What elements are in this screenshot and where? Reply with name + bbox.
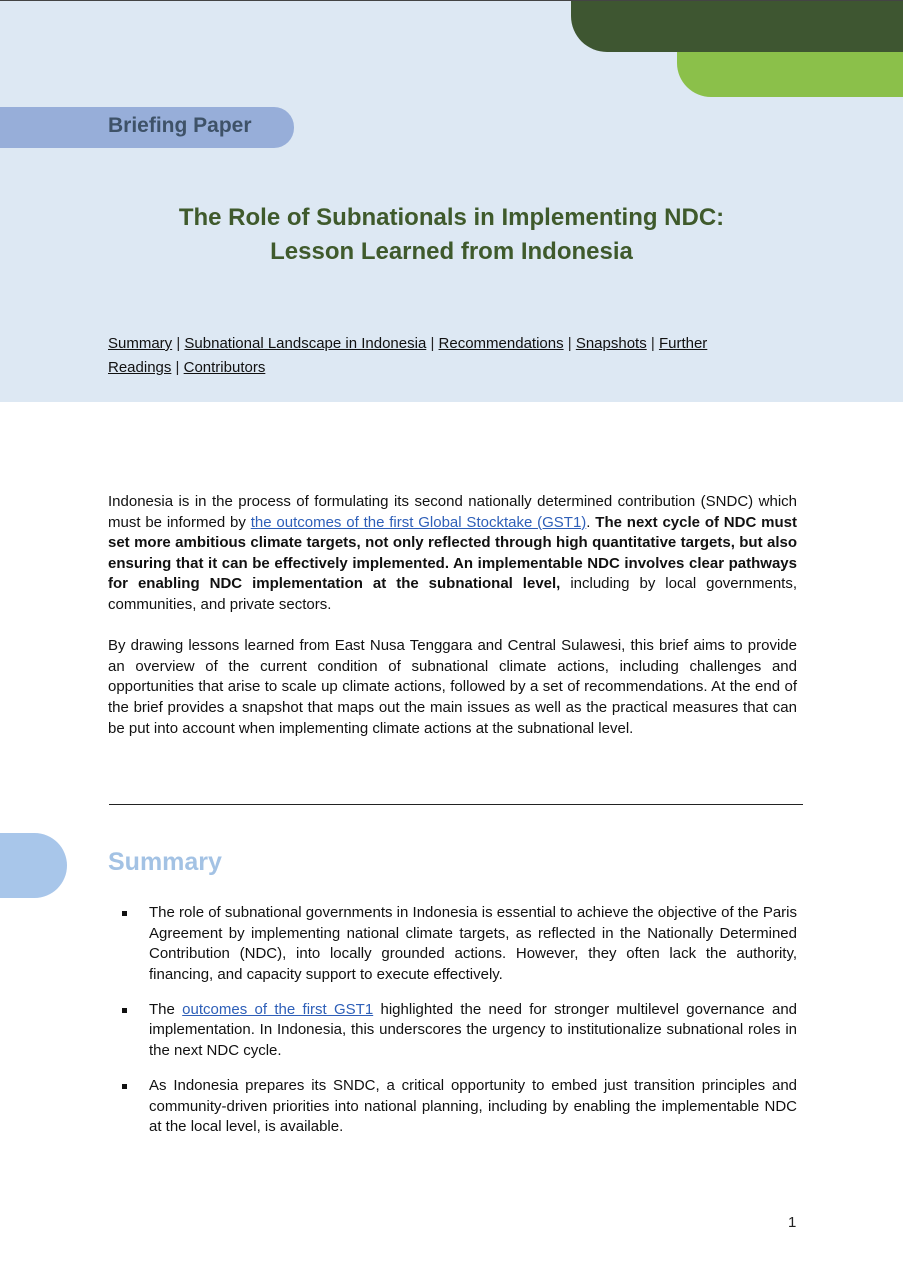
page-title bbox=[60, 201, 843, 269]
intro-section bbox=[108, 492, 797, 760]
section-navigation bbox=[108, 332, 798, 380]
nav-separator: | bbox=[563, 335, 576, 352]
briefing-paper-tag bbox=[0, 107, 294, 148]
page-title-line-1: The Role of Subnationals in Implementing NDC: bbox=[178, 204, 725, 231]
nav-separator: | bbox=[171, 359, 184, 376]
list-item bbox=[121, 1000, 797, 1062]
nav-separator: | bbox=[646, 335, 659, 352]
nav-separator: | bbox=[172, 335, 185, 352]
gst1-outcomes-link[interactable]: the outcomes of the first Global Stocktake (GST1) bbox=[250, 513, 587, 531]
nav-link-summary[interactable]: Summary bbox=[108, 335, 173, 352]
summary-bullet-1-text: The role of subnational governments in Indonesia is essential to achieve the objective of the Paris Agreement by implementing national climate targets, as reflected in the Nationally Determined Contribution (NDC), into locally grounded actions. However, they often lack the authority, financing, and capacity support to execute effectively. bbox=[149, 904, 797, 983]
square-bullet-icon bbox=[122, 1084, 127, 1089]
nav-separator: | bbox=[426, 335, 439, 352]
intro-p1-period: . bbox=[586, 513, 596, 531]
intro-p1-bold-text: The next cycle of NDC must set more ambitious climate targets, not only reflected through high quantitative targets, but also ensuring that it can be effectively implemented. An implementable NDC involves clear pathways for enabling NDC implementation at the subnational level, bbox=[108, 513, 797, 593]
nav-link-further-readings-part-1[interactable]: Further bbox=[658, 335, 708, 352]
summary-bullet-2-start: The bbox=[149, 1000, 183, 1018]
intro-paragraph-1 bbox=[108, 492, 797, 616]
decorative-green-band bbox=[677, 49, 903, 97]
nav-link-recommendations[interactable]: Recommendations bbox=[438, 335, 564, 352]
nav-link-subnational-landscape[interactable]: Subnational Landscape in Indonesia bbox=[184, 335, 427, 352]
intro-paragraph-2: By drawing lessons learned from East Nusa Tenggara and Central Sulawesi, this brief aims to provide an overview of the current condition of subnational climate actions, including challenges and opportunities that arise to scale up climate actions, followed by a set of recommendations. At the end of the brief provides a snapshot that maps out the main issues as well as the practical measures that can be put into account when implementing climate actions at the subnational level. bbox=[108, 637, 797, 737]
summary-bullet-3-text: As Indonesia prepares its SNDC, a critical opportunity to embed just transition principles and community-driven priorities into national planning, including by enabling the implementable NDC at the local level, is available. bbox=[149, 1077, 797, 1136]
square-bullet-icon bbox=[122, 911, 127, 916]
summary-bullet-2-end: highlighted the need for stronger multilevel governance and implementation. In Indonesia, this underscores the urgency to institutionalize subnational roles in the next NDC cycle. bbox=[149, 1000, 797, 1060]
page-number: 1 bbox=[788, 1214, 797, 1231]
summary-heading: Summary bbox=[108, 848, 222, 876]
summary-bullet-list bbox=[121, 903, 797, 1152]
nav-link-contributors[interactable]: Contributors bbox=[183, 359, 266, 376]
nav-link-further-readings-part-2[interactable]: Readings bbox=[108, 359, 172, 376]
nav-link-snapshots[interactable]: Snapshots bbox=[575, 335, 647, 352]
summary-decorative-pill bbox=[0, 833, 67, 898]
list-item bbox=[121, 1076, 797, 1138]
section-divider bbox=[109, 804, 803, 805]
decorative-dark-band bbox=[571, 1, 903, 52]
square-bullet-icon bbox=[122, 1008, 127, 1013]
intro-p1-end-text: including by local governments, communities, and private sectors. bbox=[108, 575, 798, 613]
briefing-paper-label: Briefing Paper bbox=[108, 114, 252, 137]
gst1-outcomes-link-2[interactable]: outcomes of the first GST1 bbox=[182, 1000, 374, 1018]
list-item bbox=[121, 903, 797, 985]
page-title-line-2: Lesson Learned from Indonesia bbox=[270, 238, 633, 265]
intro-p1-text: Indonesia is in the process of formulating its second nationally determined contribution (SNDC) which must be informed by bbox=[108, 493, 797, 531]
header-banner bbox=[0, 1, 903, 402]
